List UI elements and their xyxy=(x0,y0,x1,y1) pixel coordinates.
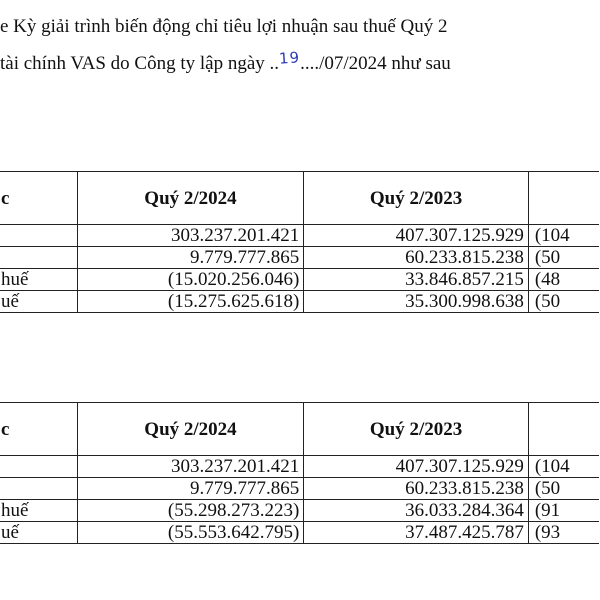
cell-change: (48 xyxy=(528,269,599,291)
cell-change: (104 xyxy=(528,456,599,478)
cell-q2-2023: 407.307.125.929 xyxy=(304,225,529,247)
header-indicator: c xyxy=(0,172,77,225)
profit-table-2 xyxy=(0,402,599,544)
profit-table-1 xyxy=(0,171,599,313)
intro-text-line-1 xyxy=(0,16,448,38)
header-indicator: c xyxy=(0,403,77,456)
table-row xyxy=(0,522,599,544)
header-q2-2024: Quý 2/2024 xyxy=(77,403,304,456)
cell-q2-2024: 9.779.777.865 xyxy=(77,247,304,269)
table-row xyxy=(0,225,599,247)
row-label xyxy=(0,456,77,478)
row-label: huế xyxy=(0,269,77,291)
handwritten-day: 19 xyxy=(278,48,301,68)
header-q2-2024: Quý 2/2024 xyxy=(77,172,304,225)
cell-change: (50 xyxy=(528,247,599,269)
row-label xyxy=(0,225,77,247)
header-q2-2023: Quý 2/2023 xyxy=(304,172,529,225)
header-q2-2023: Quý 2/2023 xyxy=(304,403,529,456)
row-label: uế xyxy=(0,522,77,544)
row-label: uế xyxy=(0,291,77,313)
intro-line-1-text: e Kỳ giải trình biến động chỉ tiêu lợi nhuận sau thuế Quý 2 xyxy=(0,16,448,37)
cell-change: (50 xyxy=(528,478,599,500)
row-label xyxy=(0,478,77,500)
cell-change: (104 xyxy=(528,225,599,247)
table-header-row xyxy=(0,403,599,456)
header-change xyxy=(528,172,599,225)
cell-q2-2023: 407.307.125.929 xyxy=(304,456,529,478)
table-header-row xyxy=(0,172,599,225)
cell-q2-2023: 37.487.425.787 xyxy=(304,522,529,544)
cell-q2-2024: (55.298.273.223) xyxy=(77,500,304,522)
cell-q2-2024: (15.275.625.618) xyxy=(77,291,304,313)
table-row xyxy=(0,478,599,500)
intro-line-2-before: tài chính VAS do Công ty lập ngày .. xyxy=(0,53,280,74)
cell-q2-2023: 60.233.815.238 xyxy=(304,247,529,269)
cell-q2-2024: 303.237.201.421 xyxy=(77,456,304,478)
intro-line-2-after: ..../07/2024 như sau xyxy=(300,53,451,74)
cell-change: (50 xyxy=(528,291,599,313)
cell-q2-2024: 303.237.201.421 xyxy=(77,225,304,247)
header-change xyxy=(528,403,599,456)
cell-q2-2023: 36.033.284.364 xyxy=(304,500,529,522)
cell-change: (91 xyxy=(528,500,599,522)
table-row xyxy=(0,247,599,269)
cell-q2-2023: 33.846.857.215 xyxy=(304,269,529,291)
table-row xyxy=(0,291,599,313)
row-label: huế xyxy=(0,500,77,522)
cell-q2-2023: 60.233.815.238 xyxy=(304,478,529,500)
cell-q2-2024: (15.020.256.046) xyxy=(77,269,304,291)
cell-q2-2023: 35.300.998.638 xyxy=(304,291,529,313)
table-row xyxy=(0,269,599,291)
table-row xyxy=(0,456,599,478)
cell-q2-2024: (55.553.642.795) xyxy=(77,522,304,544)
intro-text-line-2 xyxy=(0,48,451,75)
cell-q2-2024: 9.779.777.865 xyxy=(77,478,304,500)
row-label xyxy=(0,247,77,269)
table-row xyxy=(0,500,599,522)
cell-change: (93 xyxy=(528,522,599,544)
